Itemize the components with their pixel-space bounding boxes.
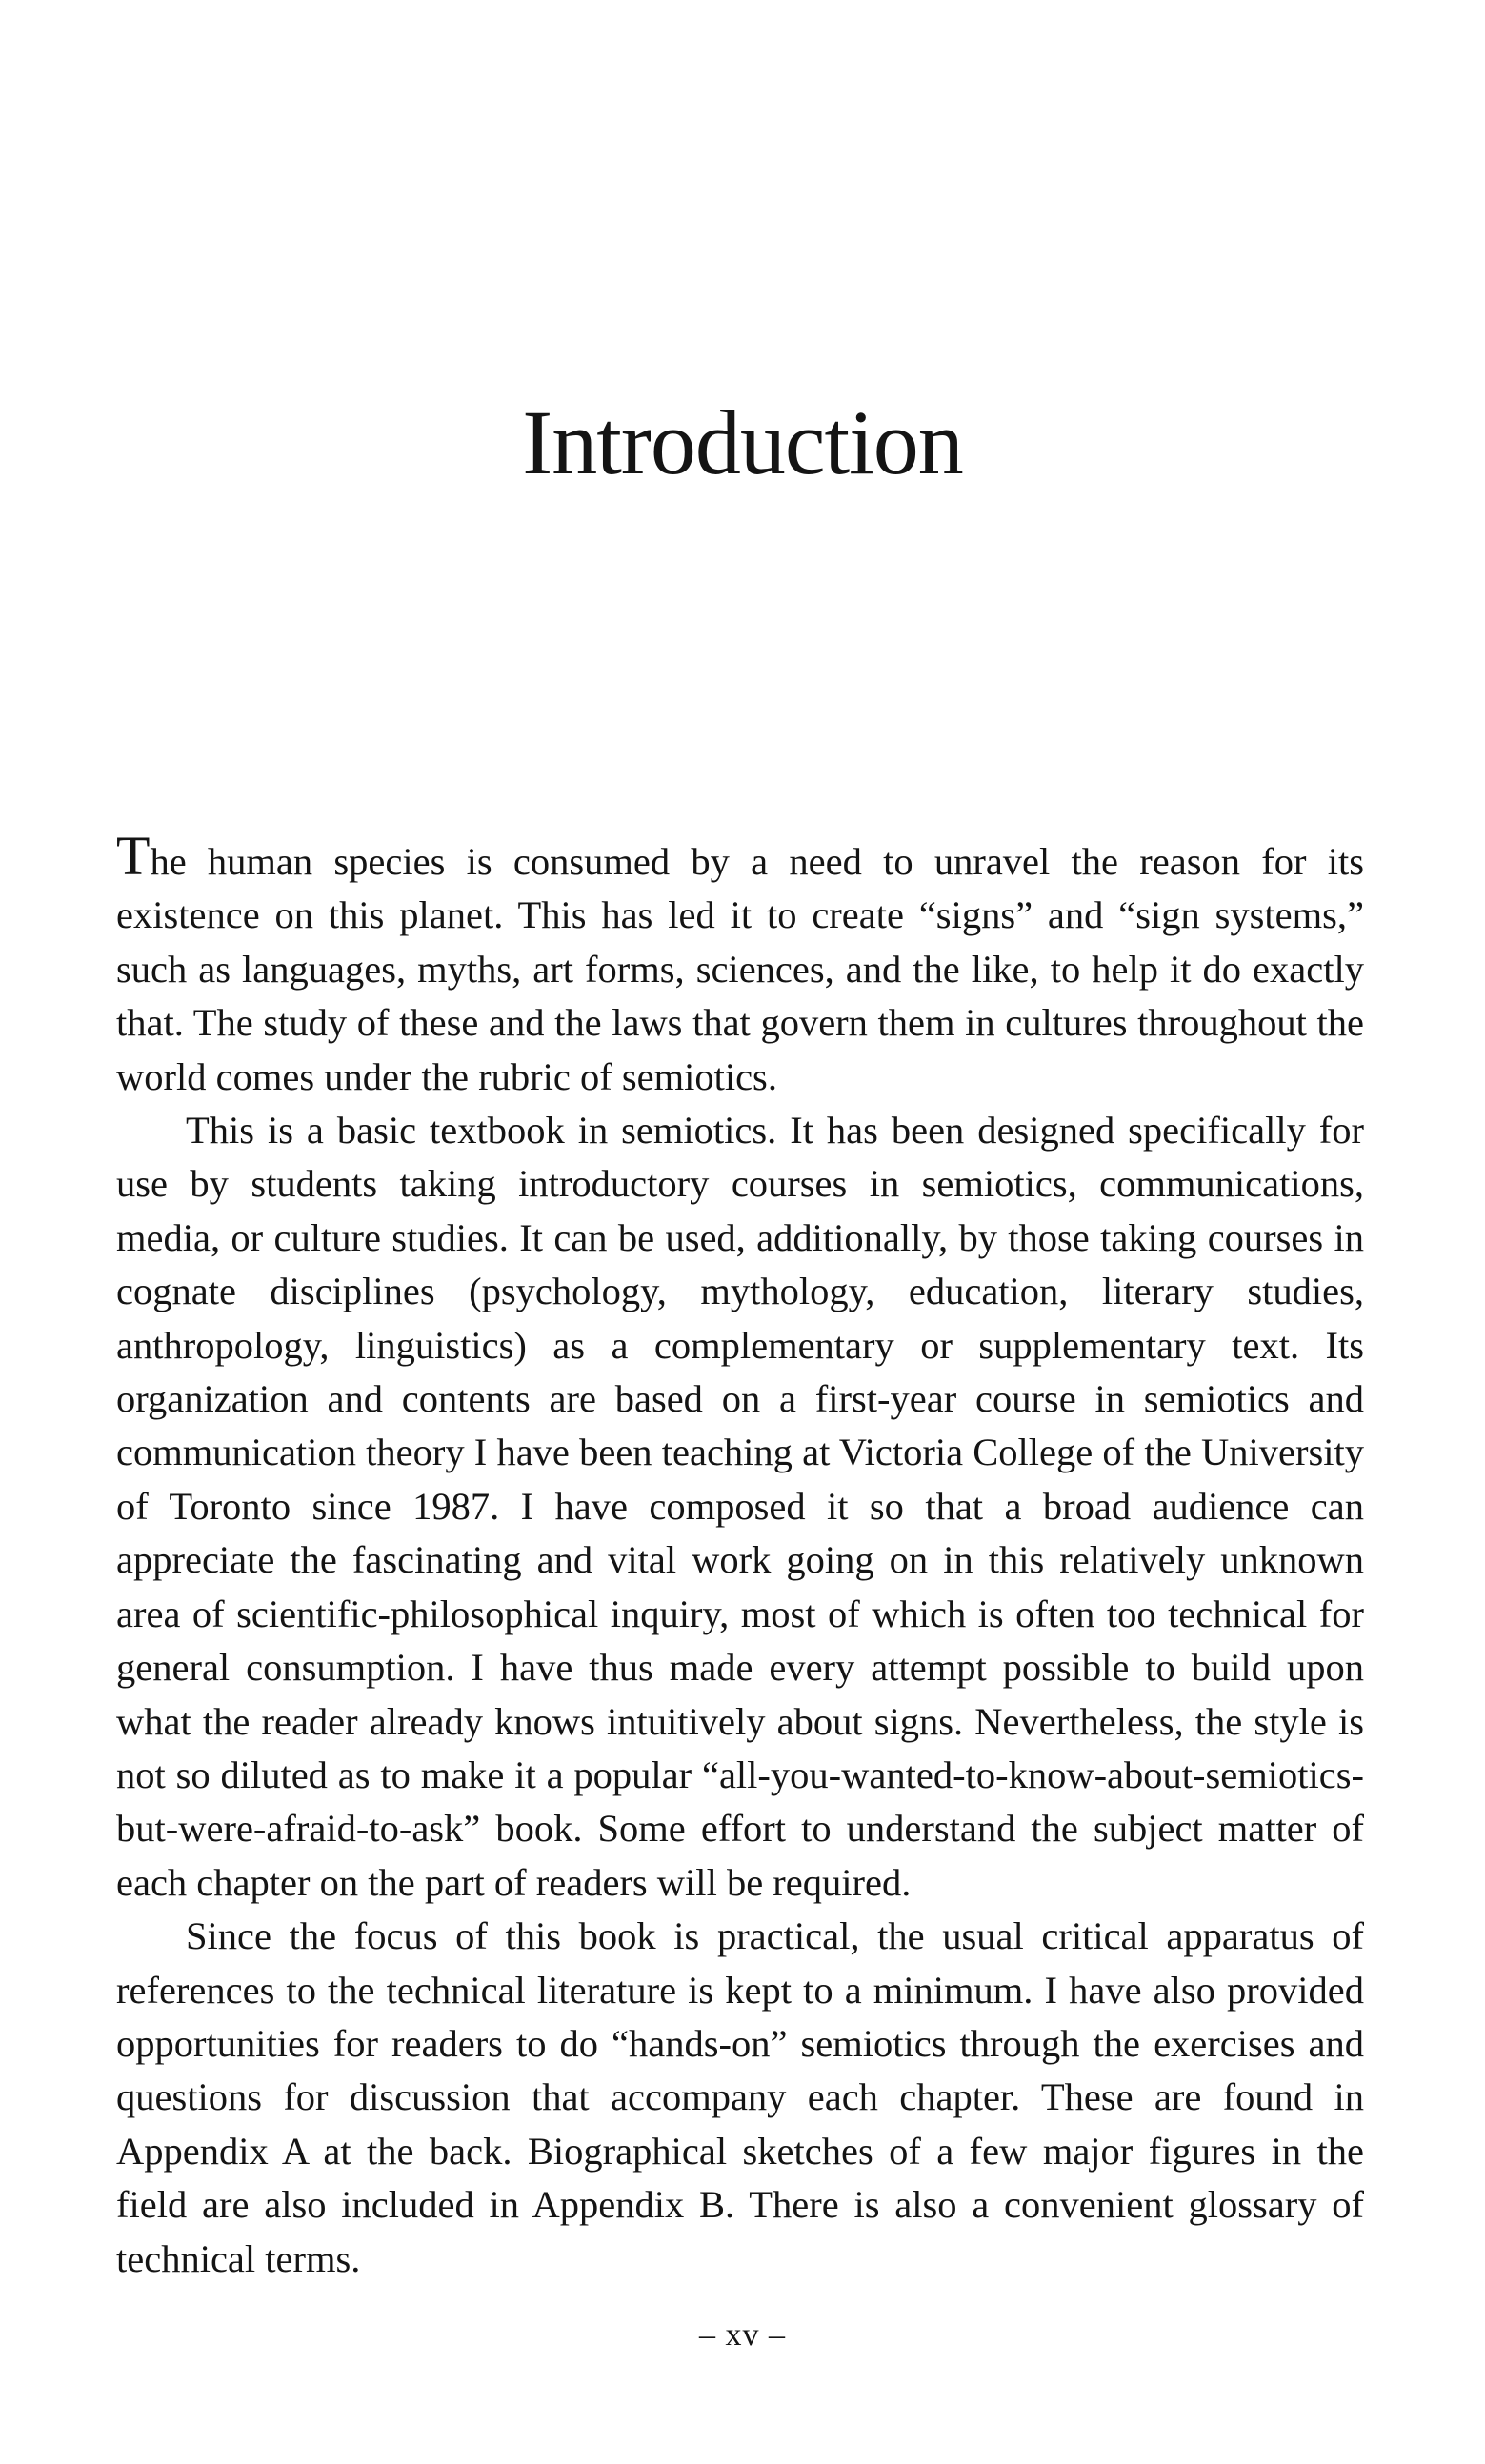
paragraph-1-text: he human species is consumed by a need to unravel the reason for its existence on this planet. This has led it to create “signs” and “sign systems,” such as languages, myths, art forms, sciences, and the like, to help it do exactly that. The study of these and the laws that govern them in cultures throughout the world comes under the rubric of semiotics. bbox=[116, 840, 1364, 1098]
paragraph-3: Since the focus of this book is practical, the usual critical apparatus of references to the technical literature is kept to a minimum. I have also provided opportunities for readers to do “hands-on” semiotics through the exercises and questions for discussion that accompany each chapter. These are found in Appendix A at the back. Biographical sketches of a few major figures in the field are also included in Appendix B. There is also a convenient glossary of technical terms. bbox=[116, 1914, 1364, 2280]
paragraph-2: This is a basic textbook in semiotics. It has been designed specifically for use by students taking introductory courses in semiotics, communications, media, or culture studies. It can be used, additionally, by those taking courses in cognate disciplines (psychology, mythology, education, literary studies, anthropology, linguistics) as a complementary or supplementary text. Its organization and contents are based on a first-year course in semiotics and communication theory I have been teaching at Victoria College of the University of Toronto since 1987. I have composed it so that a broad audience can appreciate the fascinating and vital work going on in this relatively unknown area of scientific-philosophical inquiry, most of which is often too technical for general consumption. I have thus made every attempt possible to build upon what the reader already knows intuitively about signs. Nevertheless, the style is not so diluted as to make it a popular “all-you-wanted-to-know-about-semiotics-but-were-afraid-to-ask” book. Some effort to understand the subject matter of each chapter on the part of readers will be required. bbox=[116, 1109, 1364, 1904]
chapter-body bbox=[116, 825, 1364, 2286]
page-number: – xv – bbox=[699, 2317, 786, 2353]
drop-cap: T bbox=[116, 825, 151, 887]
chapter-title: Introduction bbox=[522, 391, 963, 493]
paragraph-1 bbox=[116, 825, 1364, 1104]
